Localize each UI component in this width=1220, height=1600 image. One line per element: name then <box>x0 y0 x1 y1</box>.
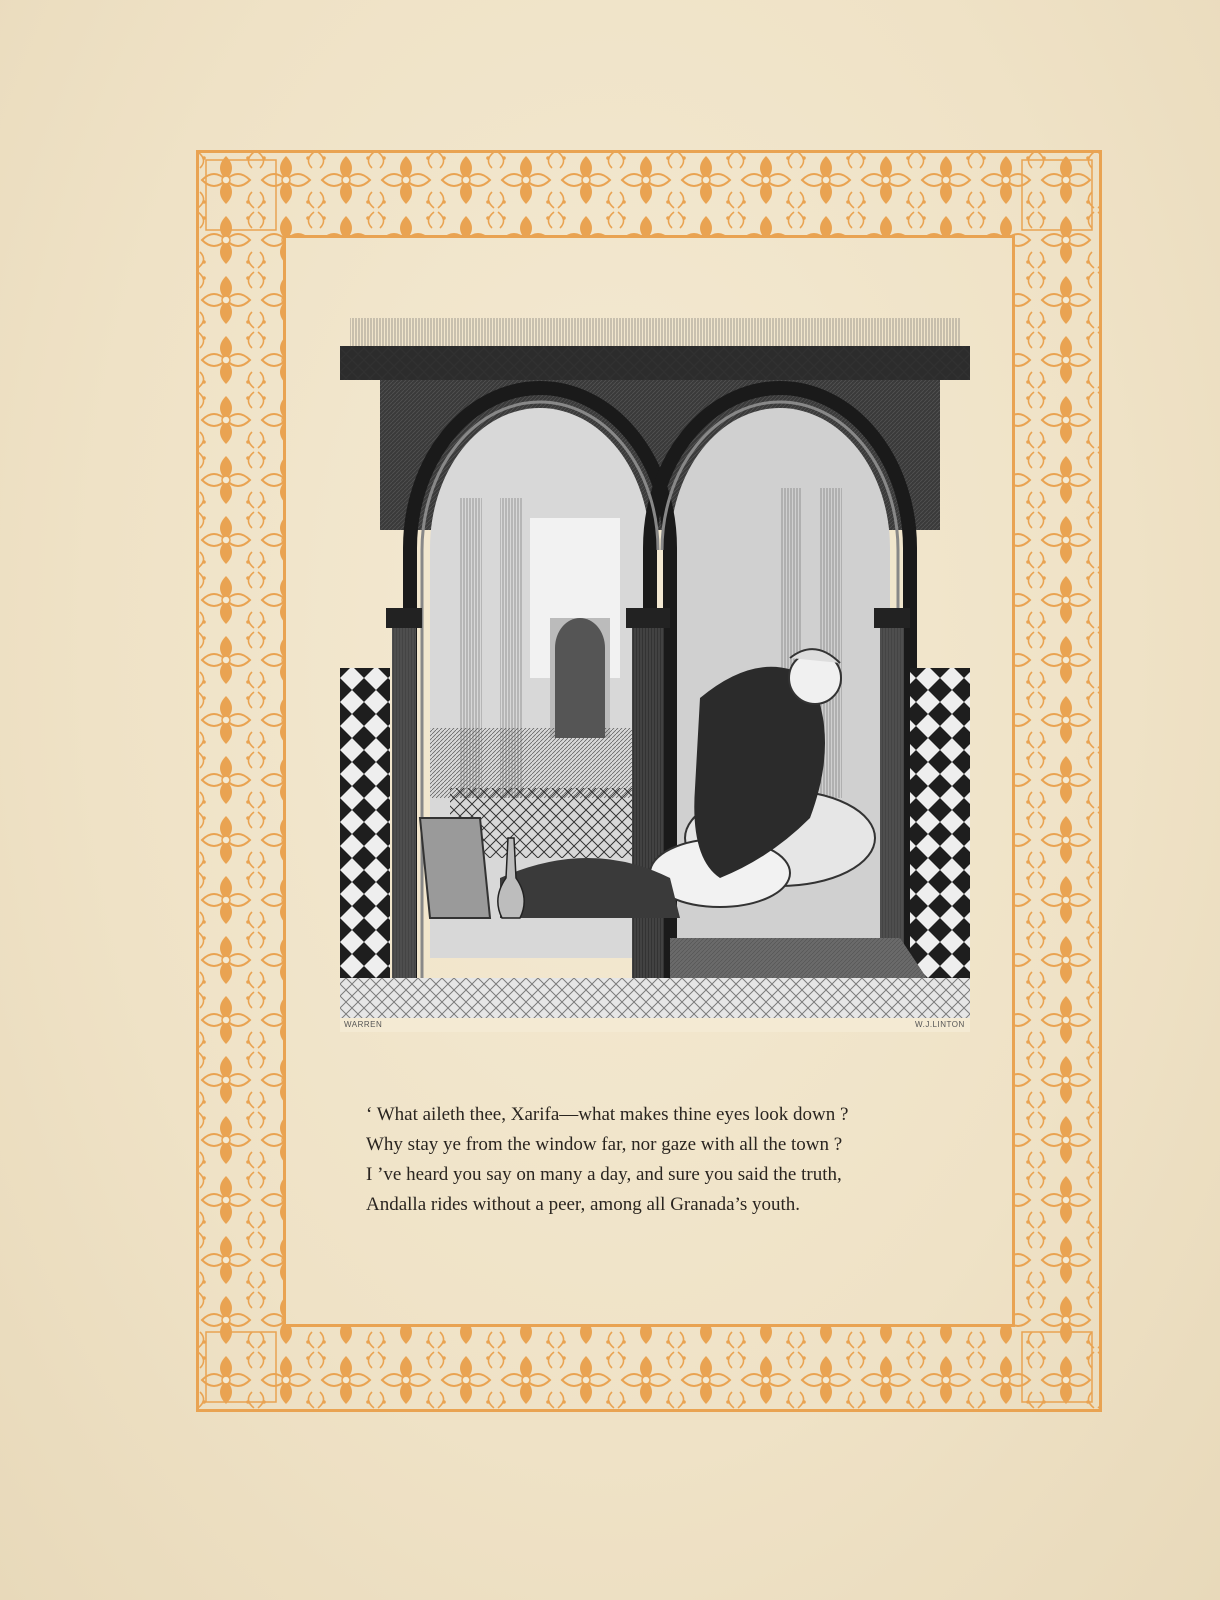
verse-line: I ’ve heard you say on many a day, and sure you said the truth, <box>366 1164 842 1185</box>
engraving-illustration <box>340 318 970 1032</box>
engraver-credit-left: WARREN <box>344 1020 383 1029</box>
verse-line: ‘ What aileth thee, Xarifa—what makes thine eyes look down ? <box>366 1104 849 1125</box>
verse-line: Andalla rides without a peer, among all Granada’s youth. <box>366 1194 801 1215</box>
verse-stanza <box>366 1100 986 1220</box>
verse-line: Why stay ye from the window far, nor gaze with all the town ? <box>366 1134 843 1155</box>
engraver-credit-right: W.J.LINTON <box>915 1020 965 1029</box>
moorish-arches-illustration-icon <box>340 318 970 1032</box>
